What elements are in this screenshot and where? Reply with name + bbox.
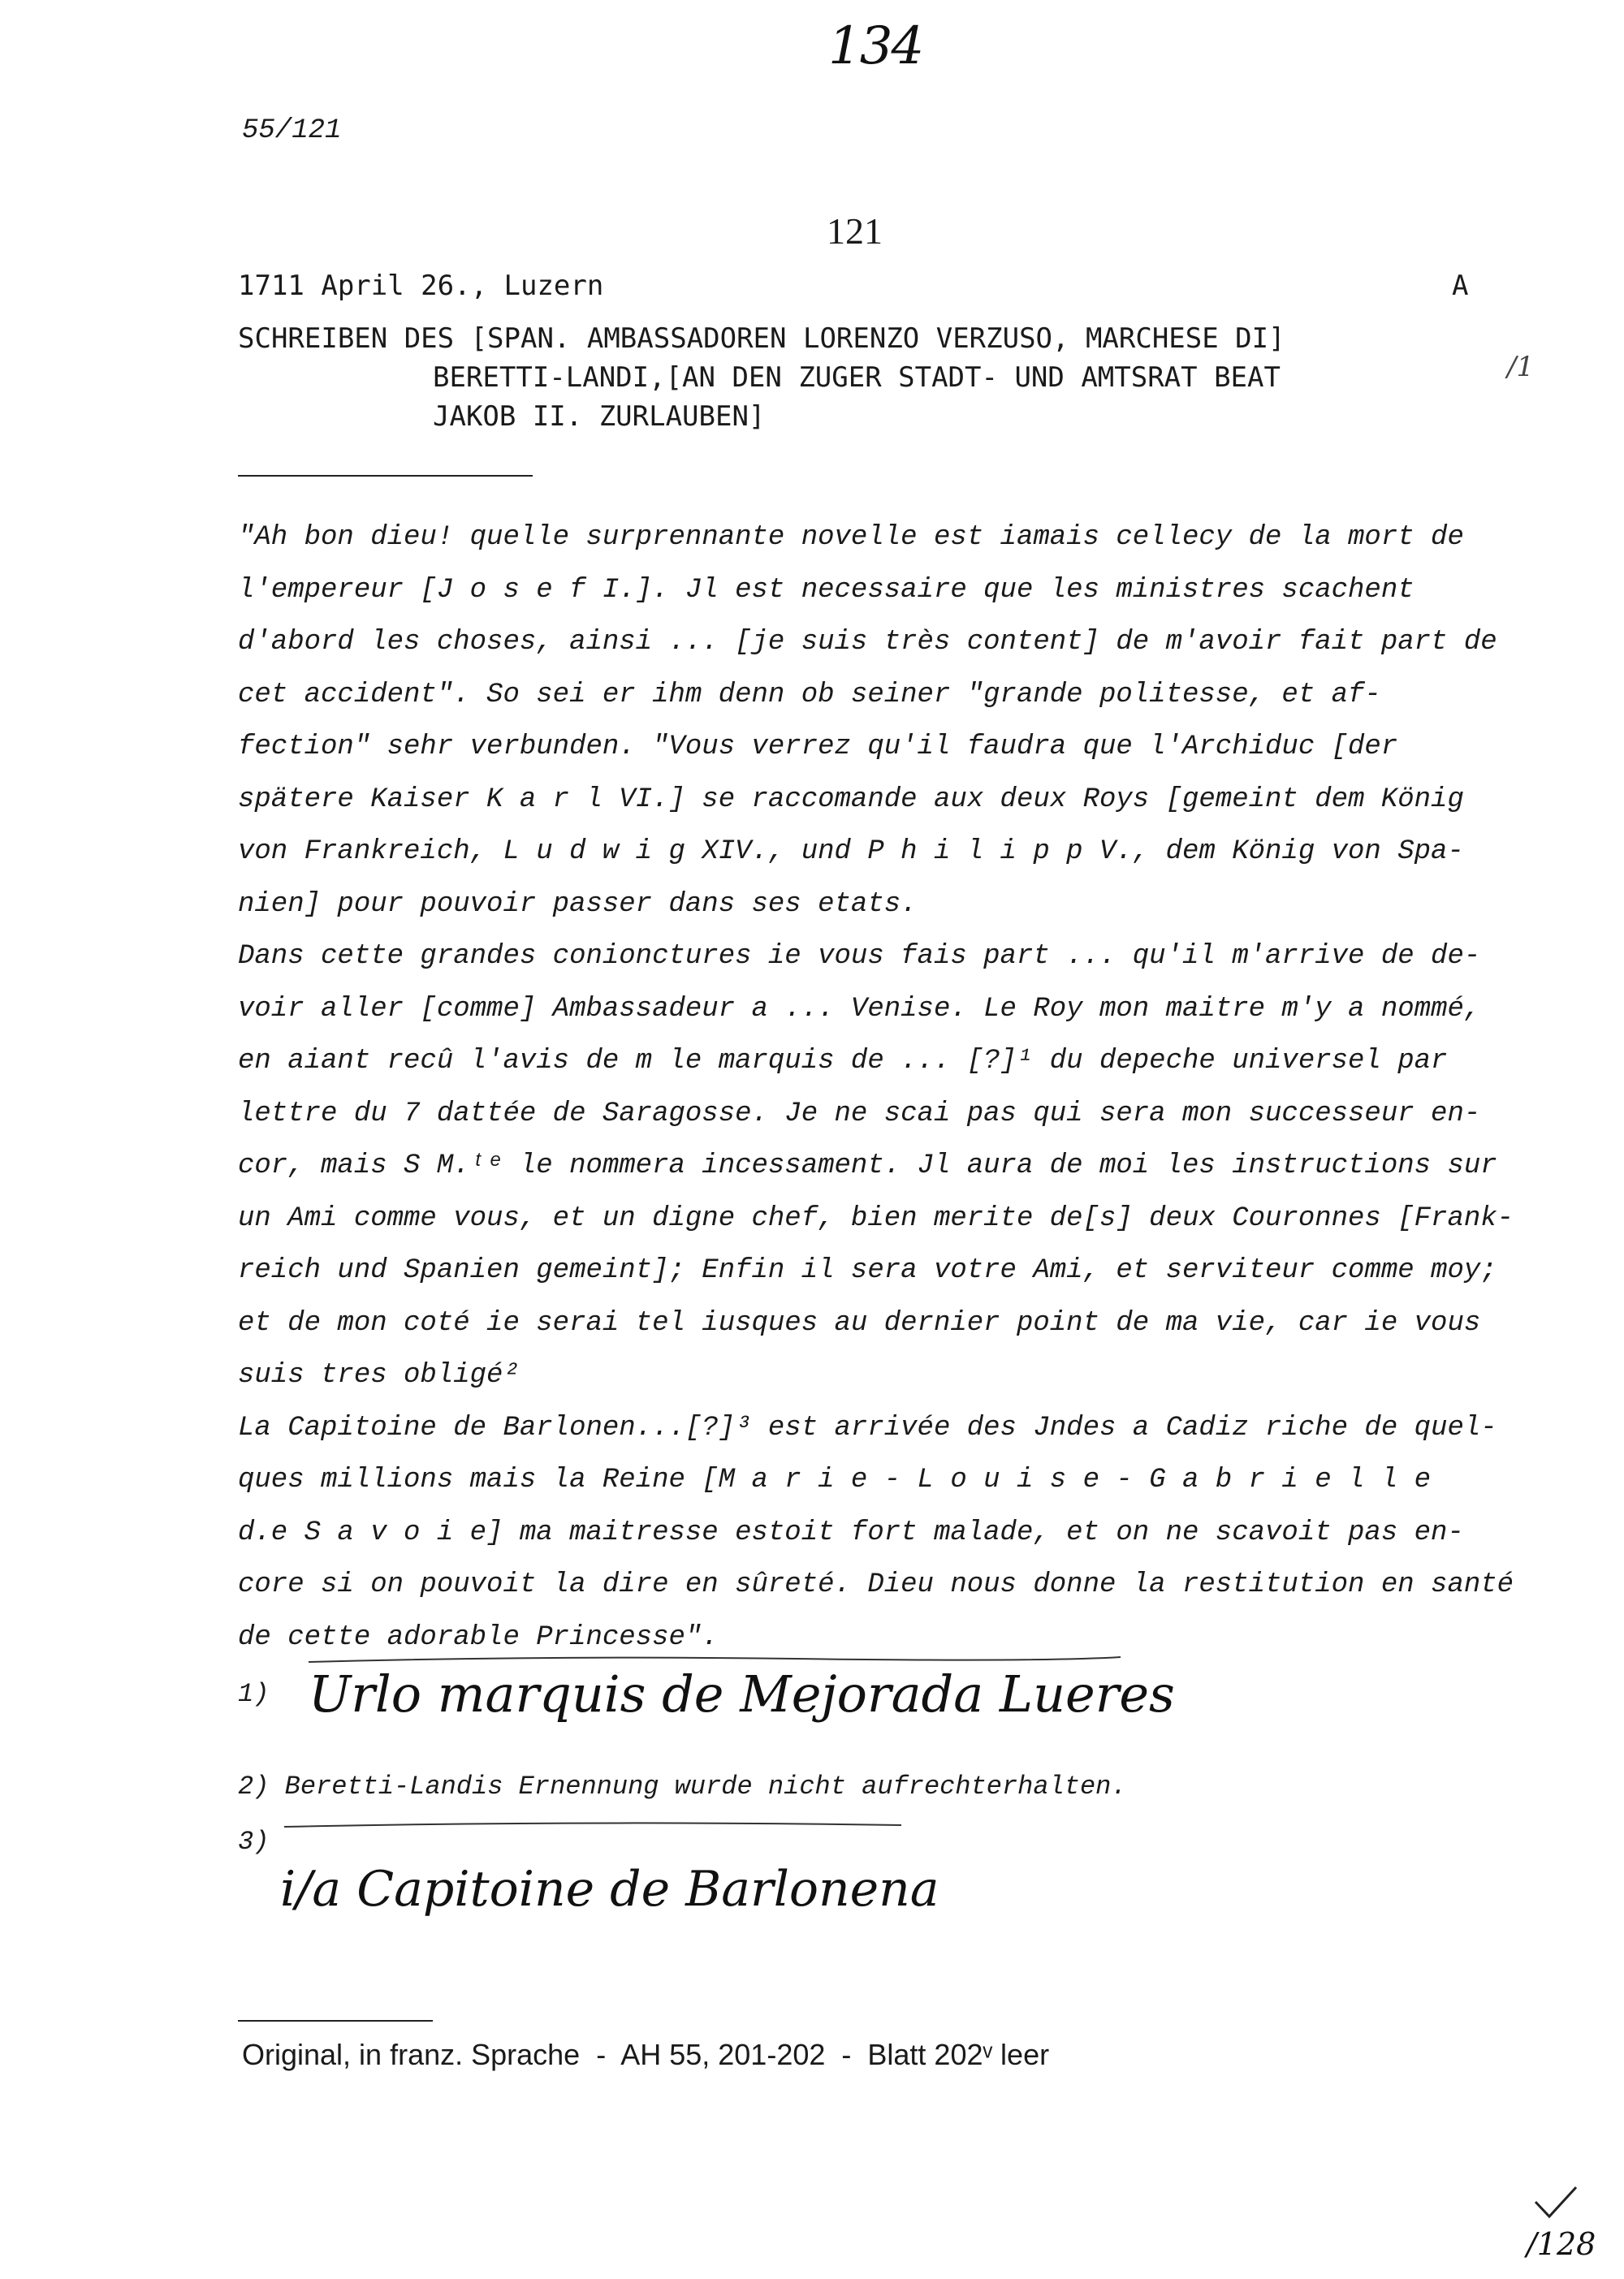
heading [238,319,1285,436]
footnote-text: Beretti-Landis Ernennung wurde nicht aufrechterhalten. [284,1772,1127,1802]
heading-line: SCHREIBEN DES [SPAN. AMBASSADOREN LORENZO VERZUSO, MARCHESE DI] [238,322,1285,355]
body-line: d.e S a v o i e] ma maitresse estoit fort malade, et on ne scavoit pas en- [238,1517,1464,1548]
body-line: spätere Kaiser K a r l VI.] se raccomande aux deux Roys [gemeint dem König [238,783,1464,815]
body-line: La Capitoine de Barlonen...[?]³ est arrivée des Jndes a Cadiz riche de quel- [238,1412,1497,1444]
date-line: 1711 April 26., Luzern [238,270,604,302]
body-line: nien] pour pouvoir passer dans ses etats. [238,888,918,920]
body-line: fection" sehr verbunden. "Vous verrez qu'il faudra que l'Archiduc [der [238,732,1398,762]
footnote-number: 1) [238,1679,270,1709]
body-line: cet accident". So sei er ihm denn ob seiner "grande politesse, et af- [238,679,1381,710]
footnote-2 [238,1772,1127,1802]
body-line: reich und Spanien gemeint]; Enfin il sera votre Ami, et serviteur comme moy; [238,1255,1497,1286]
footnote-number: 2) [238,1772,270,1802]
heading-line: BERETTI-LANDI,[AN DEN ZUGER STADT- UND AMTSRAT BEAT [433,361,1281,394]
source-line: Original, in franz. Sprache - AH 55, 201-202 - Blatt 202ᵛ leer [242,2038,1050,2071]
body-line: Dans cette grandes conionctures ie vous fais part ... qu'il m'arrive de de- [238,941,1481,972]
checkmark-icon [1531,2184,1580,2229]
archive-number: 134 [828,16,923,76]
separator-rule [238,475,533,477]
pencil-line [284,1819,901,1835]
margin-mark: /1 [1507,351,1535,383]
checkmark-shape [1531,2184,1580,2225]
letter-body [238,511,1514,1664]
footnote-1-handwritten: Urlo marquis de Mejorada Lueres [309,1664,1175,1724]
body-line: d'abord les choses, ainsi ... [je suis très content] de m'avoir fait part de [238,627,1497,658]
heading-line: JAKOB II. ZURLAUBEN] [433,400,766,433]
body-line: "Ah bon dieu! quelle surprennante novelle est iamais cellecy de la mort de [238,522,1464,553]
body-line: ques millions mais la Reine [M a r i e - L o u i s e - G a b r i e l l e [238,1465,1432,1496]
body-line: cor, mais S M.ᵗᵉ le nommera incessament. Jl aura de moi les instructions sur [238,1150,1497,1181]
source-rule [238,2020,433,2022]
footnote-number: 3) [238,1827,270,1857]
footnote-3-handwritten: i/a Capitoine de Barlonena [280,1861,939,1918]
body-line: core si on pouvoit la dire en sûreté. Dieu nous donne la restitution en santé [238,1569,1514,1600]
body-line: un Ami comme vous, et un digne chef, bien merite de[s] deux Couronnes [Frank- [238,1202,1514,1234]
body-line: von Frankreich, L u d w i g XIV., und P h i l i p p V., dem König von Spa- [238,836,1464,867]
body-line: et de mon coté ie serai tel iusques au dernier point de ma vie, car ie vous [238,1307,1481,1339]
document-number: 121 [827,210,883,252]
body-line: de cette adorable Princesse". [238,1621,719,1653]
body-line: voir aller [comme] Ambassadeur a ... Venise. Le Roy mon maitre m'y a nommé, [238,993,1481,1025]
file-reference: 55/121 [242,115,342,146]
type-mark: A [1452,270,1469,302]
corner-mark: /128 [1527,2226,1596,2262]
body-line: l'empereur [J o s e f I.]. Jl est necessaire que les ministres scachent [238,574,1415,606]
body-line: en aiant recû l'avis de m le marquis de ... [?]¹ du depeche universel par [238,1046,1448,1077]
body-line: lettre du 7 dattée de Saragosse. Je ne scai pas qui sera mon successeur en- [238,1098,1481,1129]
body-line: suis tres obligé² [238,1360,520,1391]
footnote-3-strike-lines [284,1819,901,1835]
